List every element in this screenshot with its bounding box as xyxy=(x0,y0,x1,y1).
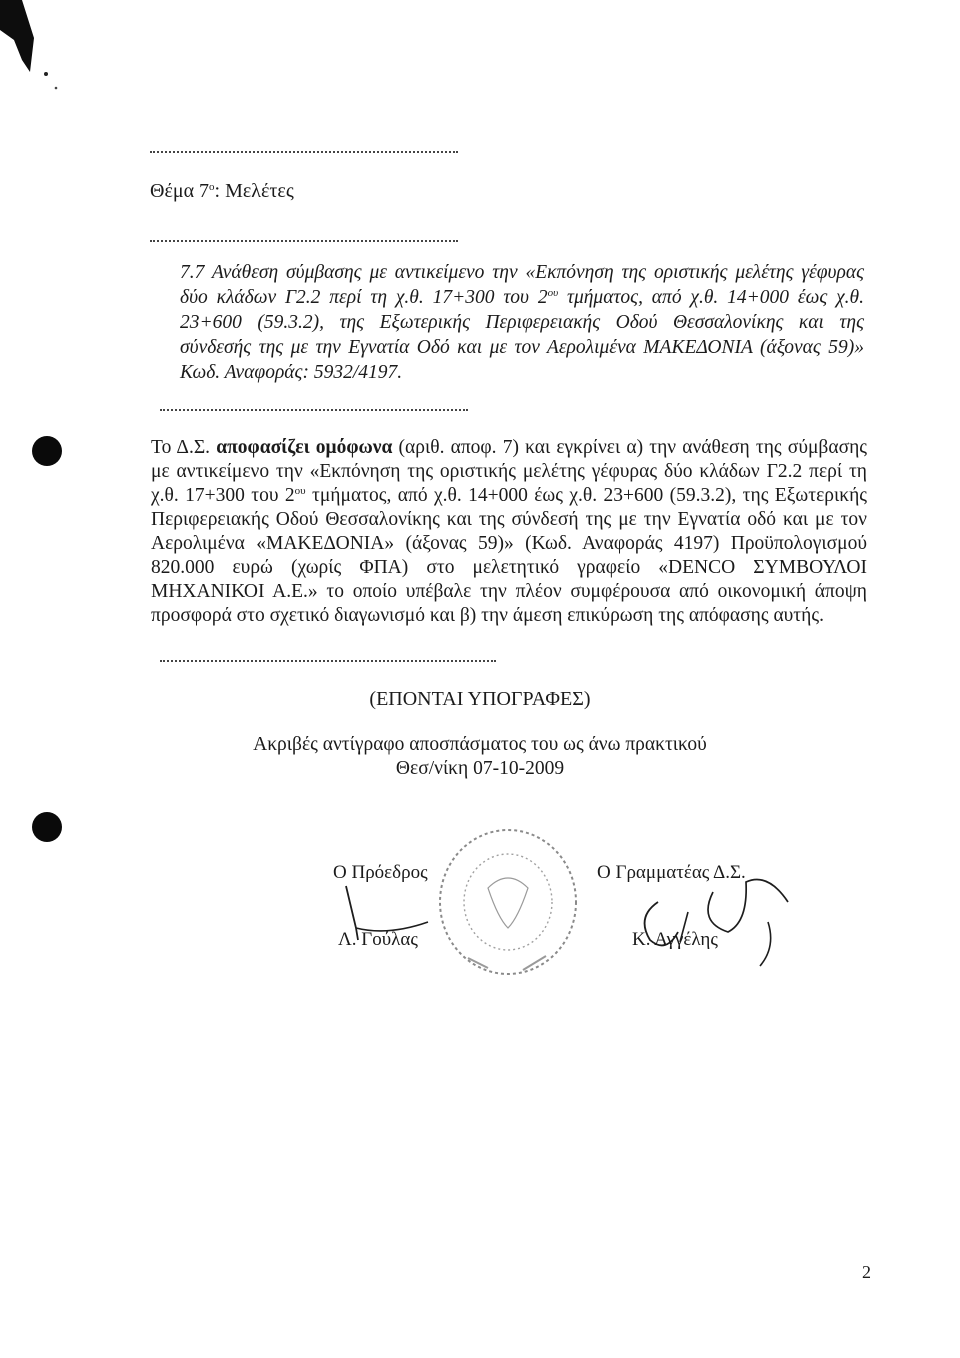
scan-corner-mark xyxy=(0,0,60,90)
decision-line: 820.000 ευρώ (χωρίς ΦΠΑ) στο μελετητικό γραφείο «DENCO ΣΥΜΒΟΥΛΟΙ xyxy=(151,557,867,578)
president-title: Ο Πρόεδρος xyxy=(333,862,428,883)
binder-hole-bottom xyxy=(32,812,62,842)
president-name: Λ. Γούλας xyxy=(338,929,418,950)
secretary-name: Κ. Αγγέλης xyxy=(632,929,718,950)
copy-note: Ακριβές αντίγραφο αποσπάσματος του ως άνω πρακτικού xyxy=(253,734,707,755)
subject-line: δύο κλάδων Γ2.2 περί τη χ.θ. 17+300 του $2^{o\upsilon}$ τμήματος, από χ.θ. 14+000 έως χ.θ. xyxy=(180,287,865,308)
decision-line: Το Δ.Σ. αποφασίζει ομόφωνα (αριθ. αποφ. 7) και εγκρίνει α) την ανάθεση της σύμβασης xyxy=(151,437,868,458)
decision-line: ΜΗΧΑΝΙΚΟΙ Α.Ε.» το οποίο υπέβαλε την πλέον συμφέρουσα από οικονομική άποψη xyxy=(151,581,867,602)
decision-paragraph xyxy=(151,437,867,629)
signatures-note: (ΕΠΟΝΤΑΙ ΥΠΟΓΡΑΦΕΣ) xyxy=(369,688,591,710)
place-date: Θεσ/νίκη 07-10-2009 xyxy=(395,758,565,779)
subject-line: 7.7 Ανάθεση σύμβασης με αντικείμενο την «Εκπόνηση της οριστικής μελέτης γέφυρας xyxy=(180,262,864,283)
decision-line: χ.θ. 17+300 του $2^{o\upsilon}$ τμήματος, από χ.θ. 14+000 έως χ.θ. 23+600 (59.3.2), της Εξωτερικής xyxy=(151,485,867,506)
separator xyxy=(150,151,458,153)
decision-verb: αποφασίζει ομόφωνα xyxy=(216,437,393,458)
decision-line: Αερολιμένα «ΜΑΚΕΔΟΝΙΑ» (άξονας 59)» (Κωδ. Αναφοράς 4197) Προϋπολογισμού xyxy=(151,533,867,554)
subject-line: σύνδεσής της με την Εγνατία Οδό και με τον Αερολιμένα ΜΑΚΕΔΟΝΙΑ (άξονας 59)» xyxy=(180,337,864,358)
decision-line: προσφορά στο σχετικό διαγωνισμό και β) την άμεση επικύρωση της απόφασης αυτής. xyxy=(151,605,824,626)
separator xyxy=(160,660,496,662)
decision-line: Περιφερειακής Οδού Θεσσαλονίκης και της σύνδεσή της με την Εγνατία οδό και με τον xyxy=(151,509,867,530)
subject-block xyxy=(180,262,864,387)
page-number: 2 xyxy=(862,1262,871,1282)
subject-line: 23+600 (59.3.2), της Εξωτερικής Περιφερειακής Οδού Θεσσαλονίκης και της xyxy=(180,312,864,333)
official-stamp xyxy=(428,818,588,988)
subject-line: Κωδ. Αναφοράς: 5932/4197. xyxy=(180,362,403,383)
decision-lead: Το Δ.Σ. xyxy=(151,437,217,458)
decision-line: με αντικείμενο την «Εκπόνηση της οριστικής μελέτης γέφυρας δύο κλάδων Γ2.2 περί τη xyxy=(151,461,867,482)
topic-heading: Θέμα $7^o$: Μελέτες xyxy=(150,180,294,202)
secretary-signature xyxy=(618,862,808,972)
binder-hole-top xyxy=(32,436,62,466)
secretary-title: Ο Γραμματέας Δ.Σ. xyxy=(597,862,746,883)
separator xyxy=(160,409,468,411)
separator xyxy=(150,240,458,242)
